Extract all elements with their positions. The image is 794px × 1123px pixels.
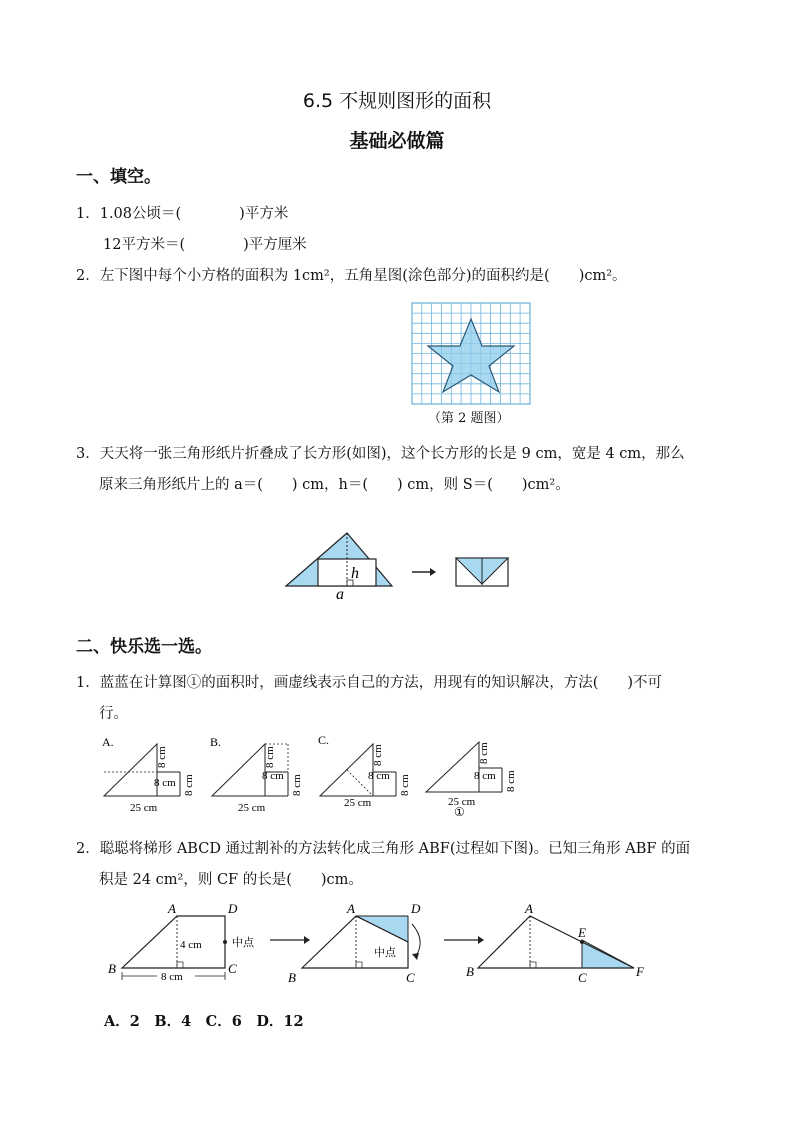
triangle-abf [466, 901, 645, 985]
option-b-figure [210, 735, 303, 814]
mc-question-2-choices: A．2 B．4 C．6 D．12 [104, 1013, 304, 1030]
svg-text:8 cm: 8 cm [291, 774, 303, 796]
figure-2-caption: （第 2 题图） [428, 411, 510, 426]
question-1-line-2: 12平方米＝( )平方厘米 [103, 237, 307, 253]
arrow-1 [270, 936, 310, 944]
svg-text:D: D [228, 901, 238, 916]
trapezoid-cut [288, 901, 421, 985]
svg-text:C: C [578, 970, 587, 985]
svg-text:A.: A. [102, 735, 114, 749]
svg-text:25 cm: 25 cm [448, 796, 476, 808]
option-a-figure [102, 735, 195, 814]
svg-text:B: B [466, 964, 474, 979]
svg-text:B.: B. [210, 735, 222, 749]
section-heading-multiple-choice: 二、快乐选一选。 [76, 637, 212, 657]
svg-text:F: F [636, 964, 644, 979]
svg-text:A: A [347, 901, 355, 916]
svg-text:B: B [288, 970, 296, 985]
trapezoid-abcd [108, 901, 255, 983]
svg-text:8 cm: 8 cm [161, 971, 183, 983]
svg-text:25 cm: 25 cm [344, 797, 372, 809]
mc-question-1-line-2: 行。 [99, 706, 128, 722]
svg-text:8 cm: 8 cm [368, 770, 390, 782]
svg-text:25 cm: 25 cm [238, 802, 266, 814]
svg-text:①: ① [454, 805, 465, 816]
section-heading-fill-blank: 一、填空。 [76, 167, 161, 187]
svg-text:C: C [228, 961, 237, 976]
svg-text:8 cm: 8 cm [399, 774, 411, 796]
svg-text:8 cm: 8 cm [372, 744, 384, 766]
svg-text:B: B [108, 961, 116, 976]
svg-text:C.: C. [318, 734, 330, 747]
svg-text:8 cm: 8 cm [262, 770, 284, 782]
svg-text:中点: 中点 [374, 947, 396, 959]
svg-text:8 cm: 8 cm [264, 746, 276, 768]
page-title: 6.5 不规则图形的面积 [302, 90, 492, 112]
question-3-line-2: 原来三角形纸片上的 a＝( ) cm，h＝( ) cm，则 S＝( )cm²。 [99, 477, 570, 493]
folding-triangle-figure [284, 528, 514, 602]
figure-one [426, 742, 517, 816]
svg-text:4 cm: 4 cm [180, 939, 202, 951]
svg-text:8 cm: 8 cm [154, 777, 176, 789]
mc-question-2-line-1: 2．聪聪将梯形 ABCD 通过割补的方法转化成三角形 ABF(过程如下图)。已知三角形 ABF 的面 [76, 841, 691, 857]
star-grid-figure [411, 302, 531, 405]
svg-text:中点: 中点 [232, 937, 254, 949]
page-subtitle: 基础必做篇 [349, 130, 445, 152]
svg-text:C: C [406, 970, 415, 985]
svg-text:8 cm: 8 cm [183, 774, 195, 796]
svg-text:8 cm: 8 cm [156, 746, 168, 768]
base-label: a [336, 586, 344, 602]
svg-text:A: A [168, 901, 176, 916]
svg-text:A: A [525, 901, 533, 916]
svg-text:8 cm: 8 cm [474, 770, 496, 782]
height-label: h [351, 565, 359, 582]
svg-text:25 cm: 25 cm [130, 802, 158, 814]
svg-text:D: D [411, 901, 421, 916]
mc-question-1-line-1: 1．蓝蓝在计算图①的面积时，画虚线表示自己的方法，用现有的知识解决，方法( )不可 [76, 675, 663, 691]
svg-text:8 cm: 8 cm [478, 742, 490, 764]
svg-text:8 cm: 8 cm [505, 770, 517, 792]
question-1-line-1: 1．1.08公顷＝( )平方米 [76, 206, 289, 222]
method-figures [100, 734, 520, 816]
mc-question-2-line-2: 积是 24 cm²，则 CF 的长是( )cm。 [99, 872, 363, 888]
option-c-figure [318, 734, 411, 809]
question-2-text: 2．左下图中每个小方格的面积为 1cm²，五角星图(涂色部分)的面积约是( )cm²。 [76, 268, 627, 284]
svg-text:E: E [578, 925, 586, 940]
question-3-line-1: 3．天天将一张三角形纸片折叠成了长方形(如图)，这个长方形的长是 9 cm，宽是 4 cm，那么 [76, 446, 685, 462]
trapezoid-transform-figure [104, 900, 656, 990]
arrow-2 [444, 936, 484, 944]
